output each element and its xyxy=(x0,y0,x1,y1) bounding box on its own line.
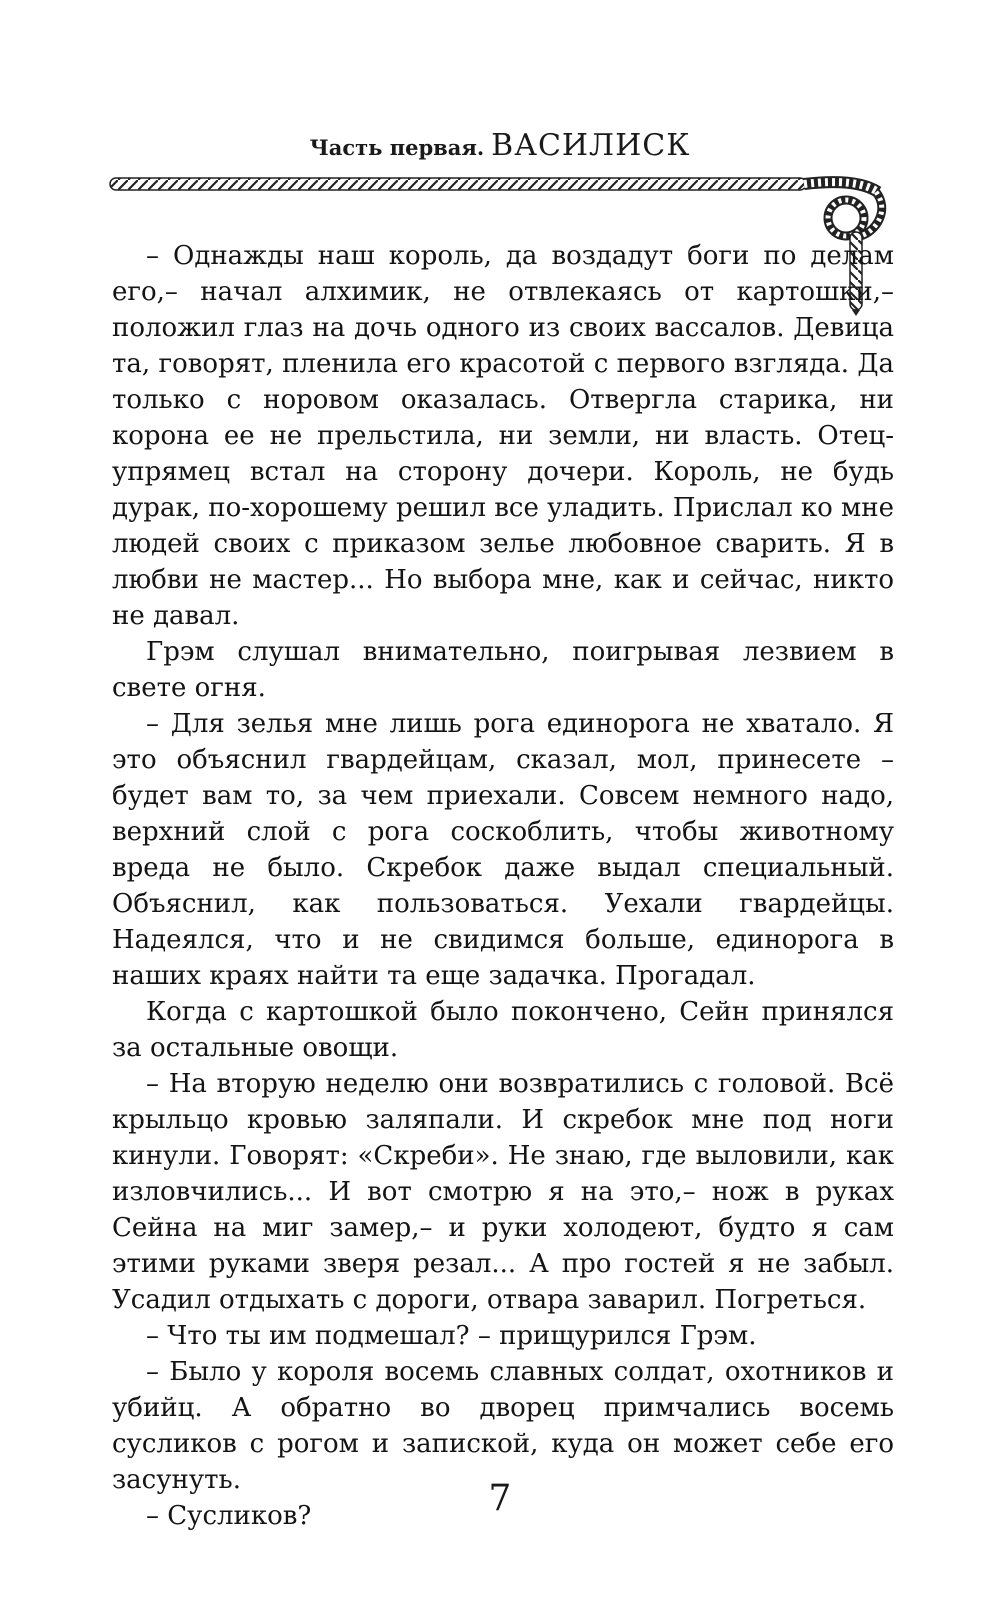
paragraph: Грэм слушал внимательно, поигрывая лезвием в свете огня. xyxy=(112,637,894,703)
paragraph: Когда с картошкой было покончено, Сейн принялся за остальные овощи. xyxy=(112,997,894,1063)
part-label: Часть первая. xyxy=(309,135,485,160)
running-header xyxy=(0,128,1000,163)
paragraph: – Что ты им подмешал? – прищурился Грэм. xyxy=(146,1321,757,1351)
paragraph: – Было у короля восемь славных солдат, охотников и убийц. А обратно во дворец примчались восемь сусликов с рогом и запиской, куда он может себе его засунуть. xyxy=(112,1357,894,1495)
chapter-title: ВАСИЛИСК xyxy=(491,128,691,163)
paragraph: – На вторую неделю они возвратились с головой. Всё крыльцо кровью заляпали. И скребок мне под ноги кинули. Говорят: «Скреби». Не знаю, где выловили, как изловчились... И вот смотрю я на это,– нож в руках Сейна на миг замер,– и руки холодеют, будто я сам этими руками зверя резал... А про гостей я не забыл. Усадил отдыхать с дороги, отвара заварил. Погреться. xyxy=(112,1069,894,1315)
page-number: 7 xyxy=(488,1478,512,1519)
paragraph: – Для зелья мне лишь рога единорога не хватало. Я это объяснил гвардейцам, сказал, мол, принесете – будет вам то, за чем приехали. Совсем немного надо, верхний слой с рога соскоблить, чтобы животному вреда не было. Скребок даже выдал специальный. Объяснил, как пользоваться. Уехали гвардейцы. Надеялся, что и не свидимся больше, единорога в наших краях найти та еще задачка. Прогадал. xyxy=(112,709,894,991)
paragraph: – Сусликов? xyxy=(146,1501,312,1531)
paragraph: – Однажды наш король, да воздадут боги по делам его,– начал алхимик, не отвлекаясь от картошки,– положил глаз на дочь одного из своих вассалов. Девица та, говорят, пленила его красотой с первого взгляда. Да только с норовом оказалась. Отвергла старика, ни корона ее не прельстила, ни земли, ни власть. Отец-упрямец встал на сторону дочери. Король, не будь дурак, по-хорошему решил все уладить. Прислал ко мне людей своих с приказом зелье любовное сварить. Я в любви не мастер... Но выбора мне, как и сейчас, никто не давал. xyxy=(112,241,894,631)
body-text xyxy=(112,238,894,1534)
